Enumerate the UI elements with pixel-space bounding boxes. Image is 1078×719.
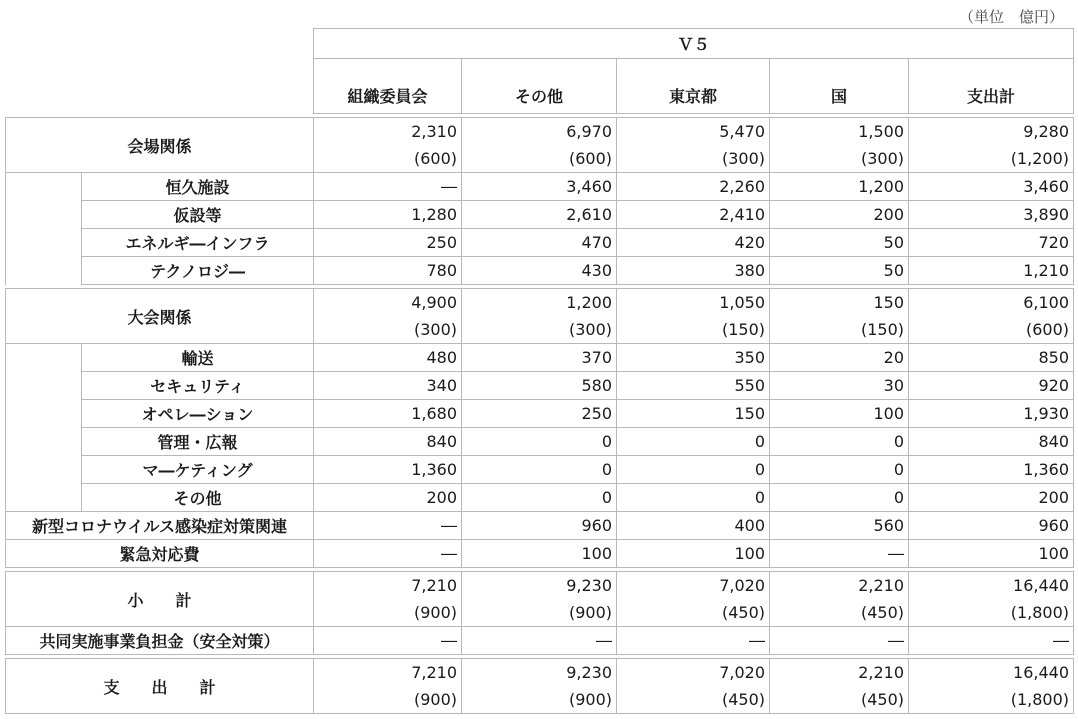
value-main: 2,410 — [719, 205, 765, 224]
col-header-organizing-committee: 組織委員会 — [314, 59, 462, 114]
value-main: 7,020 — [719, 576, 765, 595]
row-label: 輸送 — [82, 344, 314, 372]
value-sub: (900) — [568, 603, 612, 622]
value-cell — [909, 456, 1074, 484]
value-cell — [909, 173, 1074, 201]
row-label: 仮設等 — [82, 201, 314, 229]
value-sub: (450) — [860, 603, 904, 622]
value-main: ― — [441, 516, 457, 535]
value-cell — [314, 344, 462, 372]
value-cell — [314, 118, 462, 173]
row-label: テクノロジ― — [82, 257, 314, 285]
indent-cell — [6, 229, 82, 257]
value-cell — [617, 512, 770, 540]
value-sub: (300) — [568, 320, 612, 339]
row-label: 小 計 — [6, 572, 314, 627]
value-main: 200 — [426, 488, 457, 507]
col-header-tokyo: 東京都 — [617, 59, 770, 114]
value-cell — [770, 540, 909, 568]
value-main: 960 — [1038, 516, 1069, 535]
value-sub: (600) — [1025, 320, 1069, 339]
value-main: 1,280 — [411, 205, 457, 224]
value-cell — [770, 428, 909, 456]
value-main: 2,260 — [719, 177, 765, 196]
table-row — [6, 627, 1074, 655]
value-cell — [314, 659, 462, 714]
value-cell — [909, 118, 1074, 173]
row-label: 新型コロナウイルス感染症対策関連 — [6, 512, 314, 540]
value-cell — [617, 627, 770, 655]
value-main: 0 — [754, 432, 765, 451]
value-main: 400 — [734, 516, 765, 535]
value-main: 2,210 — [858, 576, 904, 595]
value-sub: (150) — [721, 320, 765, 339]
value-sub: (450) — [721, 603, 765, 622]
row-label: 支 出 計 — [6, 659, 314, 714]
version-header: Ｖ５ — [314, 29, 1074, 59]
value-sub: (900) — [413, 603, 457, 622]
value-main: 250 — [581, 404, 612, 423]
value-main: 2,310 — [411, 122, 457, 141]
value-cell — [314, 572, 462, 627]
value-cell — [314, 540, 462, 568]
table-row — [6, 257, 1074, 285]
value-main: 1,360 — [411, 460, 457, 479]
value-cell — [617, 484, 770, 512]
header-blank — [6, 29, 314, 114]
value-cell — [770, 201, 909, 229]
value-main: ― — [888, 631, 904, 650]
row-label: オペレ―ション — [82, 400, 314, 428]
table-row — [6, 372, 1074, 400]
value-cell — [770, 627, 909, 655]
value-main: 100 — [734, 544, 765, 563]
value-cell — [462, 572, 617, 627]
value-cell — [462, 229, 617, 257]
value-sub: (600) — [413, 149, 457, 168]
value-cell — [909, 627, 1074, 655]
value-cell — [617, 572, 770, 627]
value-cell — [617, 201, 770, 229]
table-row — [6, 540, 1074, 568]
value-sub: (300) — [413, 320, 457, 339]
table-row — [6, 229, 1074, 257]
value-cell — [770, 344, 909, 372]
row-label: 大会関係 — [6, 289, 314, 344]
value-main: 0 — [601, 432, 612, 451]
table-row — [6, 400, 1074, 428]
value-cell — [462, 257, 617, 285]
value-main: 6,100 — [1023, 293, 1069, 312]
table-row — [6, 456, 1074, 484]
value-cell — [770, 484, 909, 512]
value-cell — [770, 400, 909, 428]
value-main: 470 — [581, 233, 612, 252]
row-label: 会場関係 — [6, 118, 314, 173]
value-sub: (150) — [860, 320, 904, 339]
value-cell — [462, 540, 617, 568]
value-main: 780 — [426, 261, 457, 280]
value-cell — [909, 229, 1074, 257]
value-cell — [770, 372, 909, 400]
table-row — [6, 512, 1074, 540]
value-main: 1,360 — [1023, 460, 1069, 479]
value-cell — [909, 289, 1074, 344]
value-main: 150 — [734, 404, 765, 423]
value-cell — [909, 344, 1074, 372]
indent-cell — [6, 173, 82, 201]
value-cell — [462, 173, 617, 201]
value-main: 1,680 — [411, 404, 457, 423]
value-cell — [617, 540, 770, 568]
value-main: 16,440 — [1013, 663, 1069, 682]
value-main: ― — [1053, 631, 1069, 650]
value-cell — [314, 627, 462, 655]
value-main: 580 — [581, 376, 612, 395]
value-cell — [314, 428, 462, 456]
value-main: 200 — [873, 205, 904, 224]
value-sub: (600) — [568, 149, 612, 168]
value-cell — [617, 456, 770, 484]
value-main: 100 — [1038, 544, 1069, 563]
value-cell — [462, 372, 617, 400]
value-main: 0 — [754, 460, 765, 479]
value-main: 3,460 — [1023, 177, 1069, 196]
value-main: 720 — [1038, 233, 1069, 252]
unit-note: （単位 億円） — [958, 8, 1064, 26]
value-main: 4,900 — [411, 293, 457, 312]
value-cell — [770, 456, 909, 484]
indent-cell — [6, 456, 82, 484]
value-main: ― — [888, 544, 904, 563]
value-cell — [314, 372, 462, 400]
row-label: マ―ケティング — [82, 456, 314, 484]
value-main: 1,050 — [719, 293, 765, 312]
value-cell — [462, 627, 617, 655]
value-cell — [462, 428, 617, 456]
value-cell — [909, 201, 1074, 229]
indent-cell — [6, 400, 82, 428]
value-cell — [770, 257, 909, 285]
row-label: 緊急対応費 — [6, 540, 314, 568]
value-main: 1,200 — [858, 177, 904, 196]
value-main: 100 — [581, 544, 612, 563]
value-main: ― — [441, 544, 457, 563]
value-sub: (450) — [721, 690, 765, 709]
value-cell — [314, 201, 462, 229]
value-cell — [314, 484, 462, 512]
value-main: 2,610 — [566, 205, 612, 224]
value-cell — [770, 289, 909, 344]
row-label: 恒久施設 — [82, 173, 314, 201]
value-main: 3,460 — [566, 177, 612, 196]
value-cell — [617, 289, 770, 344]
value-main: ― — [749, 631, 765, 650]
col-header-others: その他 — [462, 59, 617, 114]
value-cell — [462, 512, 617, 540]
value-main: 1,500 — [858, 122, 904, 141]
value-cell — [314, 512, 462, 540]
table-row — [6, 173, 1074, 201]
value-cell — [909, 512, 1074, 540]
table-row — [6, 201, 1074, 229]
value-cell — [462, 344, 617, 372]
table-row — [6, 428, 1074, 456]
value-main: 0 — [893, 432, 904, 451]
value-sub: (900) — [568, 690, 612, 709]
value-cell — [909, 540, 1074, 568]
value-main: 9,230 — [566, 663, 612, 682]
value-cell — [909, 484, 1074, 512]
value-cell — [462, 201, 617, 229]
value-main: 0 — [893, 488, 904, 507]
value-cell — [617, 400, 770, 428]
value-main: 920 — [1038, 376, 1069, 395]
value-cell — [314, 173, 462, 201]
value-main: 2,210 — [858, 663, 904, 682]
value-main: 9,230 — [566, 576, 612, 595]
value-cell — [314, 229, 462, 257]
table-row — [6, 118, 1074, 173]
value-cell — [462, 456, 617, 484]
value-main: 550 — [734, 376, 765, 395]
row-label: その他 — [82, 484, 314, 512]
indent-cell — [6, 428, 82, 456]
row-label: セキュリティ — [82, 372, 314, 400]
row-label: 共同実施事業負担金（安全対策） — [6, 627, 314, 655]
value-main: 960 — [581, 516, 612, 535]
indent-cell — [6, 372, 82, 400]
col-header-national: 国 — [770, 59, 909, 114]
table-row — [6, 289, 1074, 344]
value-cell — [909, 659, 1074, 714]
value-main: 840 — [1038, 432, 1069, 451]
value-cell — [770, 512, 909, 540]
value-cell — [314, 257, 462, 285]
indent-cell — [6, 257, 82, 285]
value-cell — [617, 173, 770, 201]
value-main: 20 — [883, 348, 904, 367]
value-cell — [462, 289, 617, 344]
value-cell — [314, 289, 462, 344]
value-main: 50 — [883, 261, 904, 280]
value-main: 7,020 — [719, 663, 765, 682]
value-cell — [770, 659, 909, 714]
value-cell — [617, 428, 770, 456]
value-cell — [617, 118, 770, 173]
value-main: 0 — [893, 460, 904, 479]
value-main: 0 — [754, 488, 765, 507]
value-main: 9,280 — [1023, 122, 1069, 141]
value-cell — [314, 456, 462, 484]
col-header-total: 支出計 — [909, 59, 1074, 114]
value-main: 30 — [883, 376, 904, 395]
table-row — [6, 484, 1074, 512]
value-main: 7,210 — [411, 663, 457, 682]
value-main: 16,440 — [1013, 576, 1069, 595]
value-cell — [909, 257, 1074, 285]
value-main: 250 — [426, 233, 457, 252]
value-main: 6,970 — [566, 122, 612, 141]
value-cell — [909, 428, 1074, 456]
value-sub: (300) — [721, 149, 765, 168]
value-main: 0 — [601, 460, 612, 479]
value-main: 150 — [873, 293, 904, 312]
value-cell — [462, 118, 617, 173]
value-sub: (1,800) — [1010, 603, 1069, 622]
value-main: 420 — [734, 233, 765, 252]
value-cell — [617, 344, 770, 372]
value-main: 340 — [426, 376, 457, 395]
table-row — [6, 344, 1074, 372]
value-cell — [314, 400, 462, 428]
value-main: 350 — [734, 348, 765, 367]
value-cell — [617, 229, 770, 257]
value-main: 7,210 — [411, 576, 457, 595]
value-main: ― — [441, 631, 457, 650]
value-sub: (900) — [413, 690, 457, 709]
value-cell — [909, 572, 1074, 627]
value-cell — [462, 659, 617, 714]
value-cell — [462, 484, 617, 512]
value-main: 480 — [426, 348, 457, 367]
indent-cell — [6, 344, 82, 372]
value-cell — [617, 659, 770, 714]
indent-cell — [6, 484, 82, 512]
value-sub: (1,200) — [1010, 149, 1069, 168]
value-cell — [617, 257, 770, 285]
value-cell — [770, 229, 909, 257]
table-row — [6, 572, 1074, 627]
value-cell — [770, 118, 909, 173]
value-main: 380 — [734, 261, 765, 280]
value-main: 850 — [1038, 348, 1069, 367]
value-main: 430 — [581, 261, 612, 280]
table-row — [6, 659, 1074, 714]
value-cell — [909, 400, 1074, 428]
value-sub: (300) — [860, 149, 904, 168]
value-main: 5,470 — [719, 122, 765, 141]
indent-cell — [6, 201, 82, 229]
value-main: ― — [441, 177, 457, 196]
value-main: 3,890 — [1023, 205, 1069, 224]
value-cell — [462, 400, 617, 428]
value-main: 100 — [873, 404, 904, 423]
value-main: 560 — [873, 516, 904, 535]
value-main: 370 — [581, 348, 612, 367]
value-sub: (450) — [860, 690, 904, 709]
value-cell — [770, 572, 909, 627]
value-main: 1,930 — [1023, 404, 1069, 423]
value-main: ― — [596, 631, 612, 650]
value-main: 1,200 — [566, 293, 612, 312]
value-sub: (1,800) — [1010, 690, 1069, 709]
row-label: 管理・広報 — [82, 428, 314, 456]
value-cell — [617, 372, 770, 400]
budget-table — [5, 28, 1074, 714]
row-label: エネルギ―インフラ — [82, 229, 314, 257]
value-main: 0 — [601, 488, 612, 507]
value-main: 50 — [883, 233, 904, 252]
value-main: 200 — [1038, 488, 1069, 507]
value-main: 840 — [426, 432, 457, 451]
value-cell — [770, 173, 909, 201]
value-cell — [909, 372, 1074, 400]
value-main: 1,210 — [1023, 261, 1069, 280]
